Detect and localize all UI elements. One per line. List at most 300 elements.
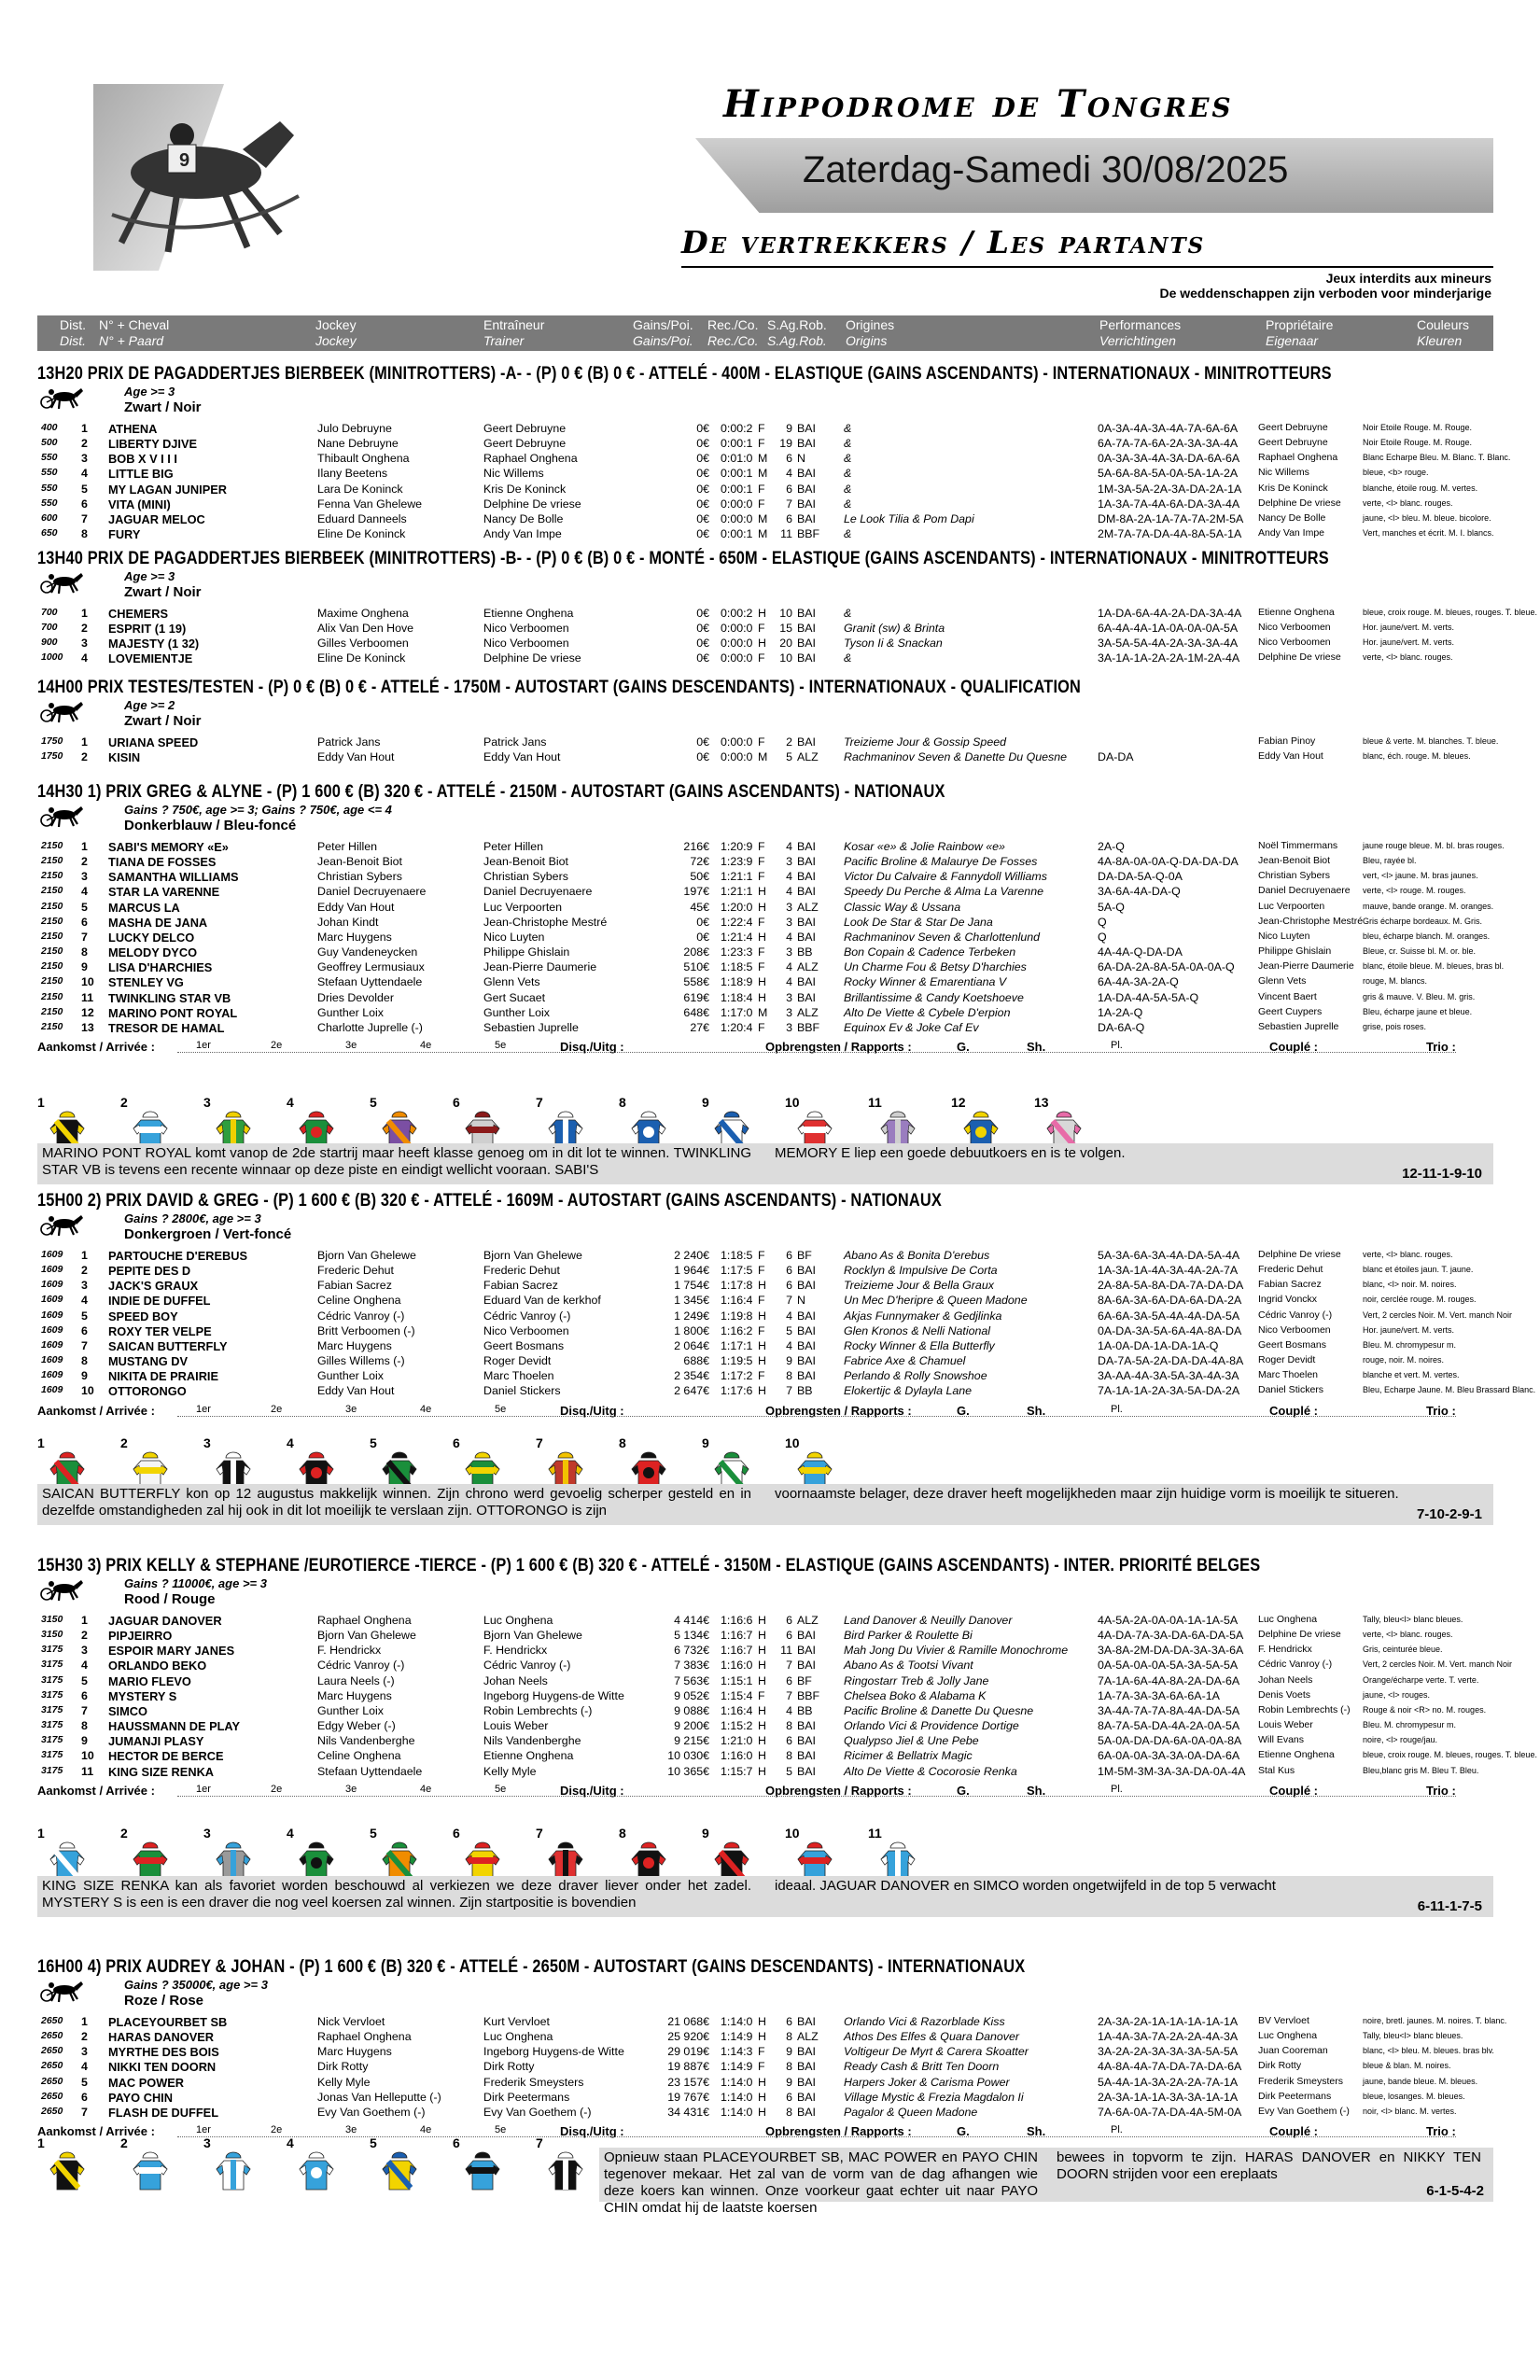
runner-owner: Raphael Onghena: [1258, 452, 1338, 464]
runner-trainer: Luc Onghena: [483, 1614, 553, 1627]
runner-gains: 10 365€: [667, 1764, 709, 1778]
runner-number: 12: [81, 1005, 94, 1019]
runner-shoeing: BAI: [797, 422, 816, 435]
runner-number: 1: [81, 422, 88, 435]
runner-jockey: Stefaan Uyttendaele: [317, 975, 423, 989]
silk-number: 7: [536, 1095, 543, 1110]
runner-record: 1:20:0: [721, 900, 753, 914]
runner-sex: F: [758, 855, 765, 869]
race-conditions: Gains ? 11000€, age >= 3: [124, 1576, 267, 1590]
runner-distance: 1609: [41, 1294, 63, 1306]
runner-horse-name: JAGUAR MELOC: [108, 511, 205, 526]
runner-horse-name: NIKITA DE PRAIRIE: [108, 1369, 219, 1384]
runner-sex: M: [758, 452, 768, 466]
runner-record: 1:19:8: [721, 1309, 753, 1323]
runner-colors: jaune, <l> rouges.: [1363, 1689, 1431, 1700]
prono: 6-11-1-7-5: [1417, 1898, 1482, 1914]
runner-owner: Stal Kus: [1258, 1764, 1295, 1776]
runner-row: [37, 2030, 1503, 2044]
runner-trainer: Dirk Rotty: [483, 2060, 535, 2074]
runner-trainer: Jean-Christophe Mestré: [483, 915, 608, 929]
runner-owner: Will Evans: [1258, 1734, 1305, 1746]
runner-number: 2: [81, 750, 88, 764]
sulky-horse-icon: [39, 570, 84, 596]
runner-gains: 6 732€: [674, 1644, 709, 1658]
result-label-disq: Disq./Uitg :: [560, 1783, 624, 1798]
runner-age: 6: [786, 2090, 792, 2104]
runner-number: 7: [81, 511, 88, 525]
runner-horse-name: VITA (MINI): [108, 497, 171, 511]
silk-number: 7: [536, 1435, 543, 1450]
runner-origins: Victor Du Calvaire & Fannydoll Williams: [844, 870, 1047, 884]
runner-trainer: Nic Willems: [483, 467, 544, 481]
runner-record: 1:14:9: [721, 2060, 753, 2074]
runner-trainer: Kelly Myle: [483, 1764, 537, 1778]
runner-performances: 1A-4A-3A-7A-2A-2A-4A-3A: [1098, 2030, 1239, 2044]
runner-origins: Equinox Ev & Joke Caf Ev: [844, 1020, 979, 1034]
runner-record: 1:16:0: [721, 1659, 753, 1673]
runner-row: [37, 1644, 1503, 1658]
result-label-arrivee: Aankomst / Arrivée :: [37, 2124, 155, 2139]
runner-age: 6: [786, 2015, 792, 2028]
runner-record: 1:18:4: [721, 990, 753, 1004]
result-label-p4: 4e: [420, 2124, 432, 2136]
runner-record: 1:18:9: [721, 975, 753, 989]
runner-sex: H: [758, 1614, 766, 1627]
runner-shoeing: BAI: [797, 2015, 816, 2028]
runner-sex: F: [758, 870, 765, 884]
runner-age: 4: [786, 1338, 792, 1352]
runner-owner: Fabian Sacrez: [1258, 1279, 1322, 1291]
sulky-horse-icon: [39, 1979, 84, 2005]
runner-shoeing: BAI: [797, 482, 816, 496]
runner-gains: 9 052€: [674, 1688, 709, 1702]
runner-horse-name: STENLEY VG: [108, 975, 184, 990]
runner-number: 4: [81, 885, 88, 899]
runner-jockey: Peter Hillen: [317, 840, 378, 853]
runner-distance: 1609: [41, 1309, 63, 1321]
runner-owner: Cédric Vanroy (-): [1258, 1309, 1333, 1321]
runner-row: [37, 2045, 1503, 2059]
runner-origins: Look De Star & Star De Jana: [844, 915, 993, 929]
runner-origins: Mah Jong Du Vivier & Ramille Monochrome: [844, 1644, 1069, 1658]
runner-age: 6: [786, 1734, 792, 1748]
runner-shoeing: ALZ: [797, 900, 819, 914]
runner-sex: F: [758, 437, 765, 451]
runner-row: [37, 735, 1503, 749]
result-label-rapports: Opbrengsten / Rapports :: [765, 2124, 912, 2139]
runner-shoeing: BAI: [797, 2075, 816, 2089]
runner-jockey: Guy Vandeneycken: [317, 945, 418, 959]
runner-shoeing: BB: [797, 945, 813, 959]
silk-number: 9: [702, 1826, 709, 1841]
runner-jockey: Nane Debruyne: [317, 437, 399, 451]
horse-racing-logo: [93, 84, 308, 271]
runner-owner: Jean-Pierre Daumerie: [1258, 960, 1354, 973]
runner-distance: 2650: [41, 2030, 63, 2042]
runner-distance: 2150: [41, 1020, 63, 1032]
runner-shoeing: BAI: [797, 1338, 816, 1352]
runner-colors: vert, <l> jaune. M. bras jaunes.: [1363, 871, 1478, 881]
runner-sex: H: [758, 1659, 766, 1673]
silk-number: 7: [536, 1826, 543, 1841]
runner-shoeing: ALZ: [797, 2030, 819, 2044]
prono: 12-11-1-9-10: [1402, 1166, 1482, 1182]
runner-age: 7: [786, 497, 792, 511]
runner-trainer: Delphine De vriese: [483, 651, 581, 665]
runner-number: 2: [81, 437, 88, 451]
result-label-couple: Couplé :: [1269, 2124, 1318, 2139]
silk-number: 6: [453, 1095, 460, 1110]
runner-horse-name: SIMCO: [108, 1703, 147, 1718]
runner-sex: H: [758, 2030, 766, 2044]
result-label-rapports: Opbrengsten / Rapports :: [765, 1783, 912, 1798]
runner-colors: noir, <l> blanc. M. vertes.: [1363, 2106, 1457, 2116]
runner-row: [37, 1704, 1503, 1718]
race-comment-box: [599, 2148, 1493, 2216]
result-label-p4: 4e: [420, 1783, 432, 1795]
runner-horse-name: LISA D'HARCHIES: [108, 960, 213, 975]
runner-jockey: Alix Van Den Hove: [317, 622, 414, 636]
runner-trainer: Louis Weber: [483, 1719, 549, 1733]
result-label-trio: Trio :: [1426, 1403, 1456, 1418]
silk-number: 2: [120, 1095, 128, 1110]
runner-row: [37, 2015, 1507, 2029]
runner-gains: 23 157€: [667, 2075, 709, 2089]
runner-record: 1:21:0: [721, 1734, 753, 1748]
runner-origins: Land Danover & Neuilly Danover: [844, 1614, 1013, 1627]
runner-row: [37, 1384, 1536, 1399]
runner-performances: 1A-DA-6A-4A-2A-DA-3A-4A: [1098, 607, 1242, 620]
runner-row: [37, 1279, 1503, 1293]
silk-number: 11: [868, 1826, 882, 1841]
runner-shoeing: BAI: [797, 840, 816, 853]
runner-row: [37, 1689, 1503, 1703]
result-label-p3: 3e: [345, 1403, 357, 1415]
runner-shoeing: BAI: [797, 622, 816, 636]
runner-age: 6: [786, 1629, 792, 1643]
runner-horse-name: STAR LA VARENNE: [108, 885, 220, 900]
runner-jockey: Gunther Loix: [317, 1703, 384, 1717]
runner-origins: Rachmaninov Seven & Charlottenlund: [844, 930, 1041, 944]
runner-distance: 3175: [41, 1673, 63, 1686]
runner-distance: 1609: [41, 1279, 63, 1291]
runner-origins: Athos Des Elfes & Quara Danover: [844, 2030, 1020, 2044]
runner-gains: 9 200€: [674, 1719, 709, 1733]
runner-row: [37, 512, 1503, 526]
result-dotted-fill: [177, 1052, 1456, 1053]
runner-age: 6: [786, 452, 792, 466]
runner-sex: H: [758, 2075, 766, 2089]
runner-performances: DA-DA-5A-Q-0A: [1098, 870, 1183, 884]
runner-trainer: Christian Sybers: [483, 870, 568, 884]
runner-distance: 900: [41, 637, 58, 649]
runner-horse-name: ATHENA: [108, 422, 158, 436]
runner-distance: 3175: [41, 1688, 63, 1701]
comment-left: SAICAN BUTTERFLY kon op 12 augustus makkelijk winnen. Zijn chrono werd gevoelig scherper gesteld en in dezelfde omstandigheden zal hij ook in dit lot moeilijk te verslaan zijn. OTTORONGO is zijn: [42, 1486, 751, 1519]
runner-horse-name: MELODY DYCO: [108, 945, 198, 960]
runner-sex: F: [758, 622, 765, 636]
runner-performances: 5A-3A-6A-3A-4A-DA-5A-4A: [1098, 1249, 1240, 1262]
runner-shoeing: BAI: [797, 855, 816, 869]
runner-colors: Bleue, cr. Suisse bl. M. or. ble.: [1363, 946, 1477, 957]
runner-record: 0:01:0: [721, 452, 753, 466]
runner-trainer: Nico Verboomen: [483, 622, 569, 636]
runner-origins: &: [844, 607, 852, 620]
runner-record: 0:00:0: [721, 637, 753, 651]
runner-colors: blanc et étoiles jaun. T. jaune.: [1363, 1265, 1474, 1275]
runner-horse-name: JUMANJI PLASY: [108, 1734, 204, 1749]
runner-horse-name: ROXY TER VELPE: [108, 1323, 212, 1338]
runner-trainer: Sebastien Juprelle: [483, 1020, 579, 1034]
runner-distance: 1000: [41, 651, 63, 664]
runner-horse-name: ESPRIT (1 19): [108, 622, 187, 637]
runner-trainer: Cédric Vanroy (-): [483, 1659, 571, 1673]
runner-jockey: Dries Devolder: [317, 990, 394, 1004]
runner-shoeing: BAI: [797, 990, 816, 1004]
runner-owner: Juan Cooreman: [1258, 2045, 1328, 2057]
runner-trainer: F. Hendrickx: [483, 1644, 548, 1658]
runner-jockey: Eline De Koninck: [317, 527, 406, 541]
sulky-horse-icon: [39, 385, 84, 412]
result-label-p2: 2e: [271, 1039, 283, 1051]
runner-jockey: Marc Huygens: [317, 1338, 392, 1352]
runner-shoeing: BBF: [797, 527, 820, 541]
runner-age: 15: [779, 622, 792, 636]
runner-horse-name: FLASH DE DUFFEL: [108, 2105, 219, 2120]
col-colors: Couleurs: [1417, 317, 1470, 332]
runner-jockey: Laura Neels (-): [317, 1673, 395, 1687]
col-jockey-nl: Jockey: [315, 333, 357, 348]
runner-sex: H: [758, 2090, 766, 2104]
runner-gains: 25 920€: [667, 2030, 709, 2044]
comment-right: bewees in topvorm te zijn. HARAS DANOVER en NIKKY TEN DOORN strijden voor een ereplaats: [1057, 2149, 1481, 2182]
runner-gains: 72€: [690, 855, 709, 869]
runner-record: 1:15:4: [721, 1688, 753, 1702]
runner-jockey: Johan Kindt: [317, 915, 379, 929]
runner-colors: blanche et vert. M. vertes.: [1363, 1370, 1460, 1380]
runner-row: [37, 916, 1503, 930]
runner-sex: H: [758, 1673, 766, 1687]
runner-number: 1: [81, 607, 88, 620]
runner-performances: 1A-7A-3A-3A-6A-6A-1A: [1098, 1688, 1220, 1702]
runner-record: 0:00:1: [721, 437, 753, 451]
runner-number: 4: [81, 2060, 88, 2074]
runner-age: 6: [786, 1673, 792, 1687]
runner-sex: F: [758, 960, 765, 974]
runner-colors: Bleu, rayée bl.: [1363, 856, 1417, 866]
runner-performances: 0A-3A-4A-3A-4A-7A-6A-6A: [1098, 422, 1239, 435]
runner-gains: 2 354€: [674, 1369, 709, 1383]
runner-record: 1:18:5: [721, 960, 753, 974]
runner-distance: 2150: [41, 855, 63, 867]
runner-origins: Rachmaninov Seven & Danette Du Quesne: [844, 750, 1068, 764]
runner-row: [37, 452, 1511, 467]
runner-record: 1:16:7: [721, 1644, 753, 1658]
runner-distance: 550: [41, 482, 58, 494]
race-comment-box: [37, 1484, 1493, 1525]
result-label-trio: Trio :: [1426, 1783, 1456, 1798]
section-title: De vertrekkers / Les partants: [681, 224, 1206, 260]
runner-colors: verte, <l> blanc. rouges.: [1363, 497, 1453, 508]
runner-record: 1:17:1: [721, 1338, 753, 1352]
runner-record: 1:16:4: [721, 1294, 753, 1308]
jockey-silk-icon: [381, 2150, 418, 2191]
runner-colors: Hor. jaune/vert. M. verts.: [1363, 623, 1455, 633]
runner-row: [37, 1309, 1513, 1323]
runner-jockey: Patrick Jans: [317, 735, 381, 749]
runner-horse-name: PAYO CHIN: [108, 2090, 173, 2105]
runner-age: 4: [786, 975, 792, 989]
runner-owner: Sebastien Juprelle: [1258, 1020, 1339, 1032]
runner-origins: Akjas Funnymaker & Gedjlinka: [844, 1309, 1002, 1323]
runner-horse-name: HAUSSMANN DE PLAY: [108, 1719, 241, 1734]
runner-number: 2: [81, 2030, 88, 2044]
silk-number: 1: [37, 1826, 45, 1841]
runner-record: 1:17:5: [721, 1264, 753, 1278]
runner-colors: bleue, <b> rouge.: [1363, 468, 1429, 478]
runner-distance: 2650: [41, 2045, 63, 2057]
result-label-couple: Couplé :: [1269, 1039, 1318, 1054]
runner-owner: Robin Lembrechts (-): [1258, 1703, 1351, 1715]
runner-trainer: Philippe Ghislain: [483, 945, 570, 959]
runner-colors: verte, <l> rouge. M. rouges.: [1363, 886, 1466, 896]
col-horse: N° + Cheval: [99, 317, 170, 332]
runner-performances: 0A-3A-3A-4A-3A-DA-6A-6A: [1098, 452, 1240, 466]
runner-row: [37, 1249, 1503, 1263]
runner-owner: Daniel Decruyenaere: [1258, 885, 1351, 897]
runner-performances: 5A-Q: [1098, 900, 1125, 914]
runner-owner: Etienne Onghena: [1258, 607, 1335, 618]
runner-owner: Dirk Rotty: [1258, 2060, 1302, 2072]
runner-row: [37, 1339, 1503, 1353]
runner-performances: DM-8A-2A-1A-7A-7A-2M-5A: [1098, 511, 1244, 525]
runner-jockey: Raphael Onghena: [317, 2030, 412, 2044]
runner-shoeing: BAI: [797, 1719, 816, 1733]
runner-origins: Rocky Winner & Emarentiana V: [844, 975, 1007, 989]
runner-gains: 2 647€: [674, 1384, 709, 1398]
col-owner-nl: Eigenaar: [1266, 333, 1319, 348]
race-conditions: Gains ? 750€, age >= 3; Gains ? 750€, age <= 4: [124, 803, 392, 817]
runner-colors: blanc, éch. rouge. M. bleues.: [1363, 751, 1471, 762]
runner-performances: 6A-0A-0A-3A-3A-0A-DA-6A: [1098, 1749, 1240, 1763]
silk-number: 1: [37, 1095, 45, 1110]
runner-jockey: Gunther Loix: [317, 1369, 384, 1383]
runner-performances: 5A-0A-DA-DA-6A-0A-0A-8A: [1098, 1734, 1242, 1748]
runner-sex: H: [758, 1703, 766, 1717]
runner-jockey: Bjorn Van Ghelewe: [317, 1629, 416, 1643]
runner-age: 11: [780, 1644, 792, 1658]
runner-sex: F: [758, 1688, 765, 1702]
runner-age: 6: [786, 1614, 792, 1627]
runner-colors: Bleu. M. chromypesur m.: [1363, 1720, 1457, 1730]
svg-text:9: 9: [179, 150, 190, 171]
silk-number: 10: [785, 1435, 800, 1450]
runner-gains: 21 068€: [667, 2015, 709, 2028]
runner-gains: 9 088€: [674, 1703, 709, 1717]
runner-origins: Speedy Du Perche & Alma La Varenne: [844, 885, 1043, 899]
runner-jockey: Eddy Van Hout: [317, 750, 395, 764]
runner-age: 4: [786, 1309, 792, 1323]
runner-colors: Bleu,blanc gris M. Bleu T. Bleu.: [1363, 1765, 1479, 1775]
runner-sex: H: [758, 1734, 766, 1748]
race-title: 13H40 PRIX DE PAGADDERTJES BIERBEEK (MINITROTTERS) -B- - (P) 0 € (B) 0 € - MONTÉ - 650M - ELASTIQUE (GAINS ASCENDANTS) - INTERNATIONAUX - MINITROTTEURS: [37, 549, 1329, 568]
runner-sex: F: [758, 735, 765, 749]
runner-sex: H: [758, 990, 766, 1004]
runner-record: 0:00:2: [721, 422, 753, 435]
runner-distance: 700: [41, 607, 58, 618]
runner-row: [37, 437, 1503, 451]
runner-origins: &: [844, 527, 852, 541]
runner-trainer: Kris De Koninck: [483, 482, 567, 496]
runner-number: 6: [81, 915, 88, 929]
runner-owner: BV Vervloet: [1258, 2015, 1309, 2026]
runner-jockey: Charlotte Juprelle (-): [317, 1020, 423, 1034]
runner-horse-name: MUSTANG DV: [108, 1354, 189, 1369]
runner-gains: 0€: [696, 622, 709, 636]
runner-age: 3: [786, 915, 792, 929]
runner-age: 8: [786, 1719, 792, 1733]
runner-row: [37, 1354, 1503, 1368]
runner-distance: 2650: [41, 2075, 63, 2087]
silk-number: 9: [702, 1435, 709, 1450]
runner-colors: Tally, bleu<l> blanc bleues.: [1363, 1615, 1463, 1624]
runner-gains: 45€: [690, 900, 709, 914]
runner-age: 7: [786, 1659, 792, 1673]
runner-colors: Noir Etoile Rouge. M. Rouge.: [1363, 423, 1473, 432]
runner-trainer: Fabian Sacrez: [483, 1279, 558, 1293]
silk-number: 2: [120, 1826, 128, 1841]
runner-record: 1:14:0: [721, 2075, 753, 2089]
runner-distance: 550: [41, 452, 58, 464]
runner-horse-name: MY LAGAN JUNIPER: [108, 482, 228, 497]
runner-trainer: Bjorn Van Ghelewe: [483, 1629, 582, 1643]
runner-horse-name: LUCKY DELCO: [108, 930, 195, 945]
result-label-g: G.: [957, 1403, 970, 1418]
result-label-trio: Trio :: [1426, 1039, 1456, 1054]
runner-jockey: Britt Verboomen (-): [317, 1323, 415, 1337]
runner-row: [37, 1659, 1513, 1673]
runner-origins: &: [844, 437, 852, 451]
runner-sex: F: [758, 497, 765, 511]
runner-age: 19: [779, 437, 792, 451]
runner-distance: 2150: [41, 945, 63, 958]
runner-horse-name: BOB X V I I I: [108, 452, 177, 467]
runner-age: 8: [786, 1749, 792, 1763]
runner-distance: 2150: [41, 870, 63, 882]
runner-row: [37, 1264, 1503, 1278]
runner-sex: H: [758, 1749, 766, 1763]
runner-record: 0:00:0: [721, 622, 753, 636]
runner-jockey: Marc Huygens: [317, 1688, 392, 1702]
runner-performances: 4A-8A-4A-7A-DA-7A-DA-6A: [1098, 2060, 1242, 2074]
col-owner: Propriétaire: [1266, 317, 1334, 332]
runner-age: 4: [786, 960, 792, 974]
runner-owner: Frederic Dehut: [1258, 1264, 1323, 1276]
runner-shoeing: BAI: [797, 651, 816, 665]
race-title: 15H30 3) PRIX KELLY & STEPHANE /EUROTIERCE -TIERCE - (P) 1 600 € (B) 320 € - ATTELÉ - 3150M - ELASTIQUE (GAINS ASCENDANTS) - INTER. PRIORITÉ BELGES: [37, 1556, 1261, 1575]
runner-number: 10: [81, 1749, 94, 1763]
result-label-arrivee: Aankomst / Arrivée :: [37, 1039, 155, 1054]
runner-gains: 510€: [683, 960, 709, 974]
runner-performances: 8A-6A-3A-6A-DA-6A-DA-2A: [1098, 1294, 1242, 1308]
result-label-p3: 3e: [345, 1783, 357, 1795]
runner-trainer: Marc Thoelen: [483, 1369, 554, 1383]
runner-origins: &: [844, 452, 852, 466]
runner-age: 3: [786, 1005, 792, 1019]
runner-horse-name: MASHA DE JANA: [108, 915, 208, 930]
runner-record: 0:00:1: [721, 482, 753, 496]
